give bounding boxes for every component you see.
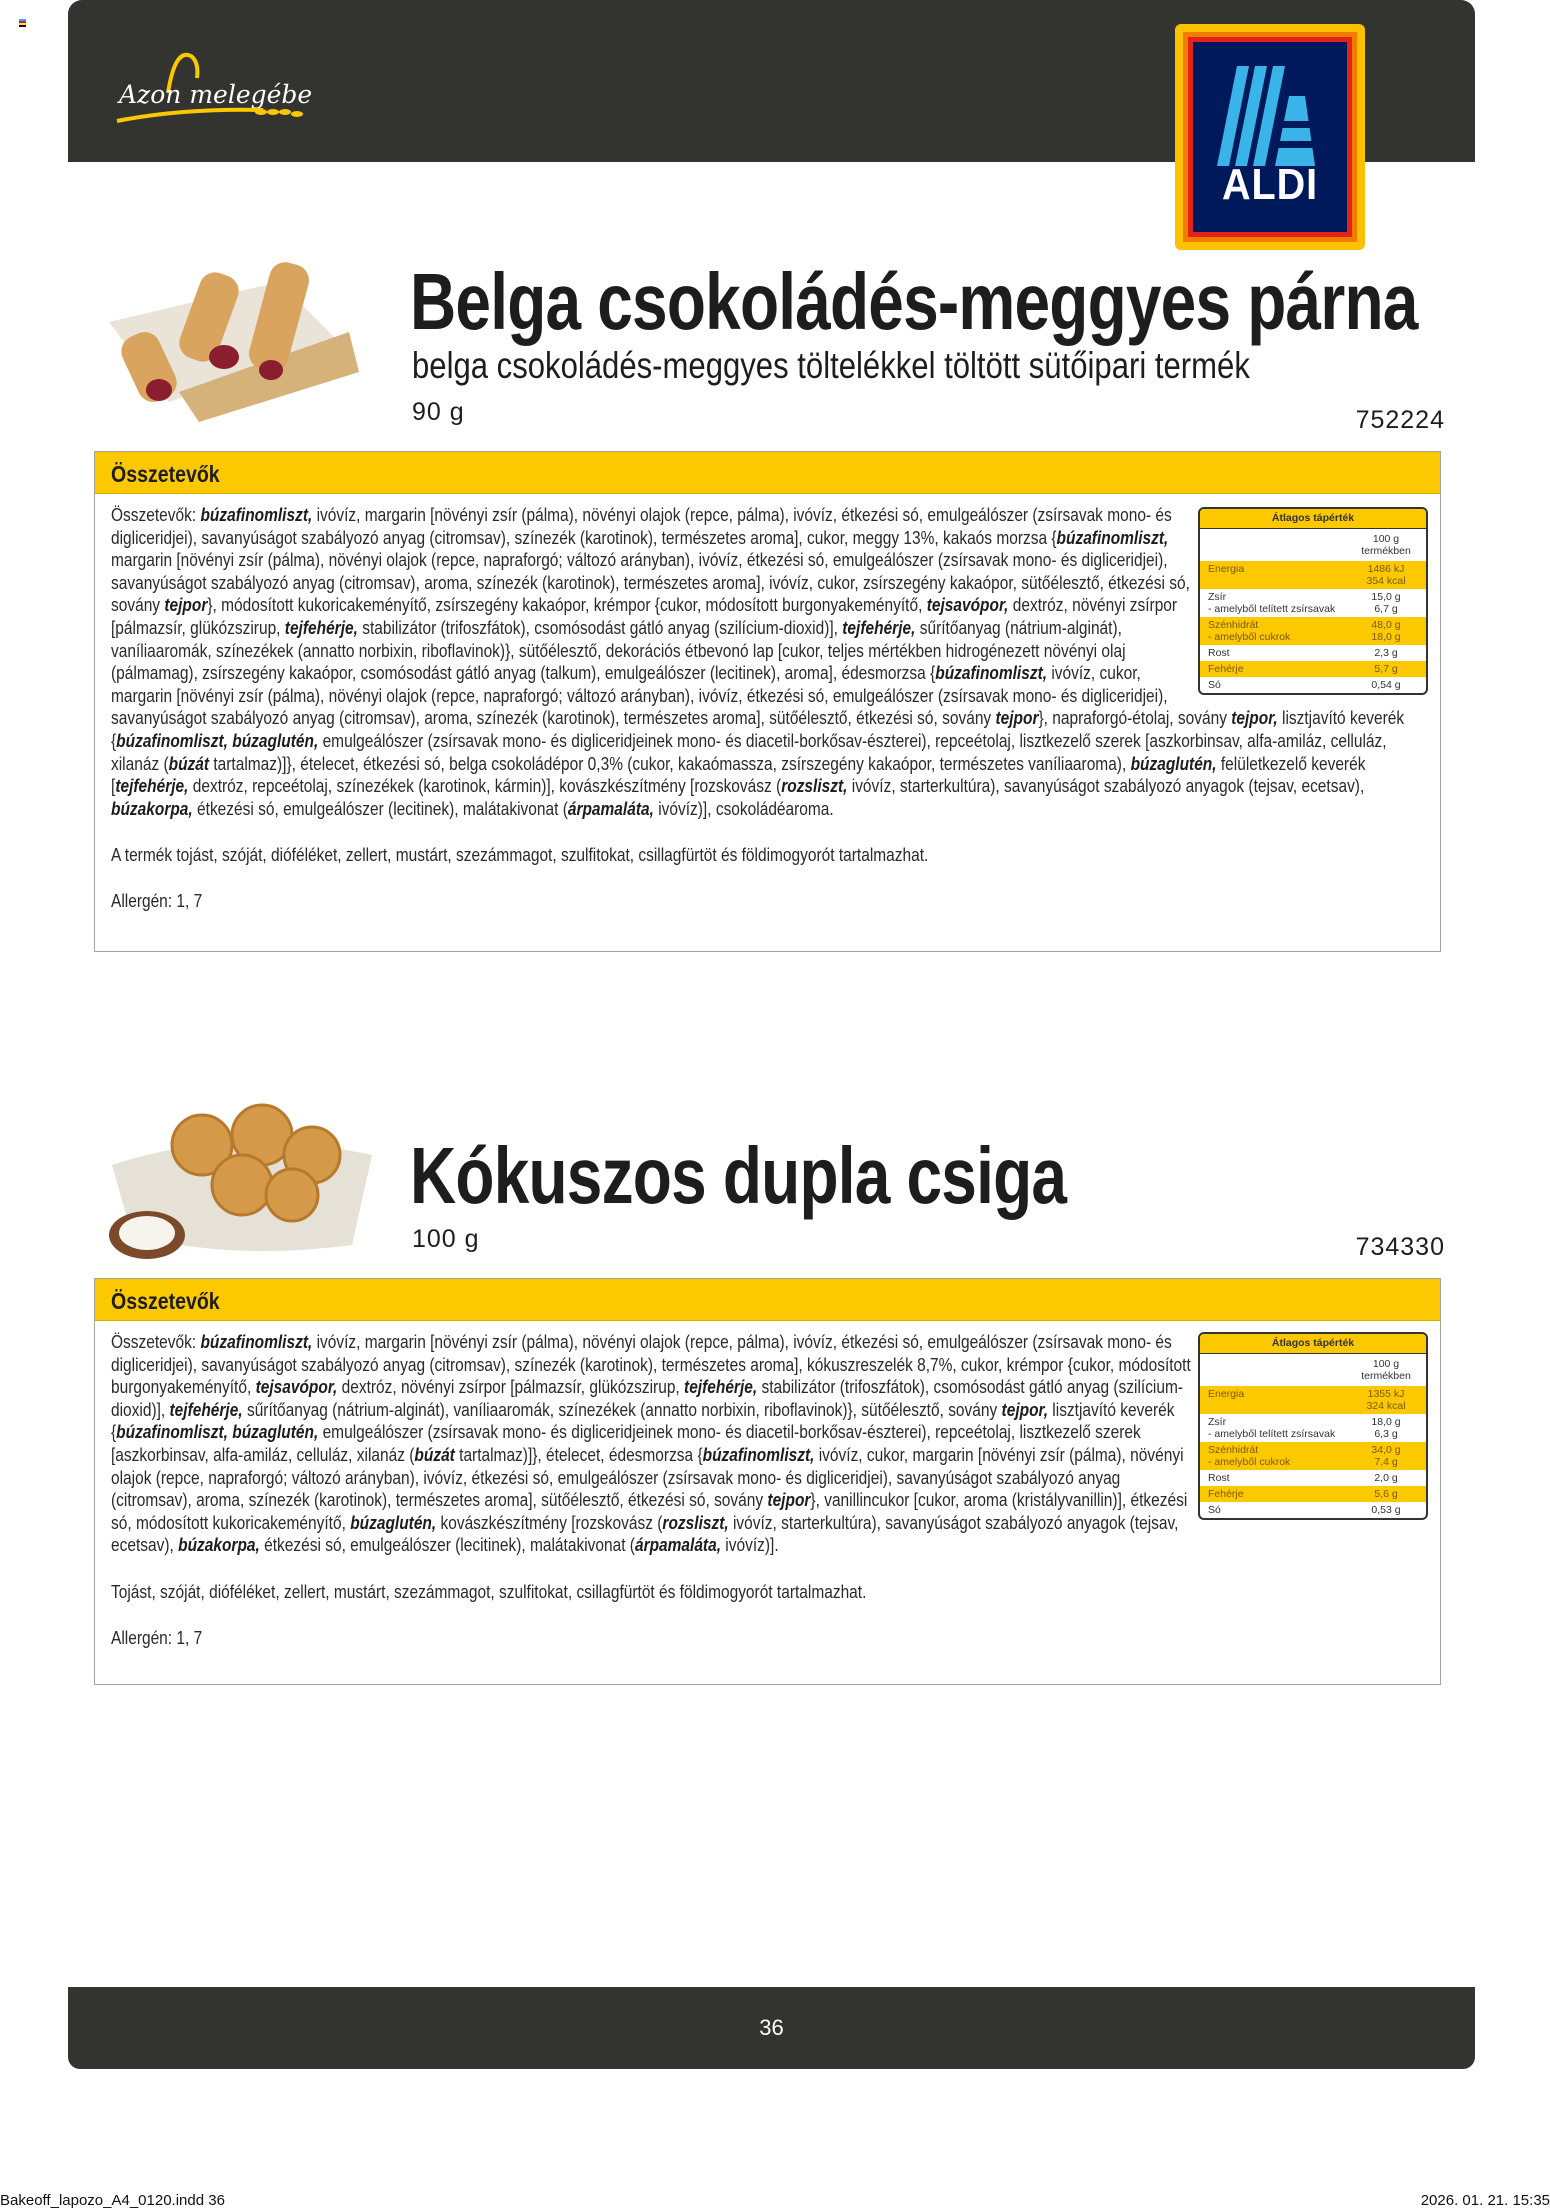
nutrition-label: - amelyből telített zsírsavak	[1208, 1428, 1336, 1440]
product-code: 734330	[1355, 1233, 1445, 1261]
product-image-belga-parna	[99, 262, 389, 424]
ingredient-text: ivóvíz, cukor, margarin [növényi zsír (pálma), növényi olajok (repce, napraforgó; változó arányban), ivóvíz, étkezési só, emulgeálószer (zsírsavak mono- és digliceridjei), savanyúságot szabályozó anyag (citromsav), aroma, színezék (karotinok), természetes aroma], sütőélesztő, étkezési só, sovány	[111, 1444, 1184, 1511]
nutrition-values	[1354, 679, 1418, 691]
nutrition-label: Szénhidrát	[1208, 1444, 1259, 1456]
ingredients-header-label: Összetevők	[111, 1288, 220, 1314]
nutrition-labels	[1208, 619, 1290, 643]
nutrition-label: Fehérje	[1208, 663, 1244, 675]
nutrition-labels	[1208, 663, 1244, 675]
allergen-highlight: rozsliszt,	[781, 776, 848, 797]
nutrition-value: 2,0 g	[1374, 1472, 1398, 1484]
allergen-highlight: búzafinomliszt,	[200, 505, 313, 525]
nutrition-label: - amelyből telített zsírsavak	[1208, 603, 1336, 615]
nutrition-label: Fehérje	[1208, 1488, 1244, 1500]
nutrition-label: Zsír	[1208, 1416, 1227, 1428]
nutrition-per-row	[1200, 529, 1426, 561]
ingredient-text: stabilizátor (trifoszfátok), csomósodást gátló anyag (szilícium-dioxid)],	[357, 617, 843, 638]
may-contain-note: A termék tojást, szóját, dióféléket, zellert, mustárt, szezámmagot, szulfitokat, csillagfürtöt és földimogyorót tartalmazhat.	[111, 845, 929, 866]
nutrition-label: Só	[1208, 679, 1221, 691]
nutrition-row	[1200, 661, 1426, 677]
nutrition-per	[1354, 533, 1418, 557]
nutrition-values	[1354, 1416, 1418, 1440]
nutrition-row	[1200, 617, 1426, 645]
azon-melegeben-logo	[113, 48, 313, 128]
product-code: 752224	[1355, 406, 1445, 434]
ingredient-text: margarin [növényi zsír (pálma), növényi olajok (repce, napraforgó; változó arányban), ivóvíz, étkezési só, emulgeálószer (zsírsavak mono- és digliceridjei), savanyúságot szabályozó anyag (citromsav), aroma, színezék (karotinok), természetes aroma], ivóvíz, cukor, zsírszegény kakaópor, sütőélesztő, étkezési só, sovány	[111, 550, 1190, 616]
ingredient-text: étkezési só, emulgeálószer (lecitinek), malátakivonat (	[192, 798, 568, 819]
nutrition-value: 5,7 g	[1374, 663, 1398, 675]
product-weight: 90 g	[412, 398, 465, 426]
nutrition-labels	[1208, 563, 1244, 587]
ingredients-header	[95, 1279, 1440, 1321]
allergen-highlight: tejpor,	[1231, 708, 1278, 729]
allergen-highlight: rozsliszt,	[662, 1512, 729, 1533]
allergen-highlight: tejfehérje,	[115, 776, 189, 797]
ingredient-text: ivóvíz)].	[721, 1535, 779, 1556]
ingredient-text: emulgeálószer (zsírsavak mono- és digliceridjeinek mono- és diacetil-borkősav-észterei), repceétolaj, lisztkezelő szerek [aszkorbinsav, alfa-amiláz, celluláz, xilanáz (	[111, 1422, 1141, 1465]
nutrition-value: 34,0 g	[1371, 1444, 1401, 1456]
nutrition-label: - amelyből cukrok	[1208, 1456, 1291, 1468]
product-weight: 100 g	[412, 1225, 480, 1253]
allergen-highlight: tejfehérje,	[284, 617, 358, 638]
ingredient-text: dextróz, növényi zsírpor [pálmazsír, glükózszirup,	[337, 1377, 685, 1398]
allergen-highlight: búzakorpa,	[178, 1535, 260, 1556]
nutrition-values	[1354, 1388, 1418, 1412]
nutrition-label: Rost	[1208, 647, 1230, 659]
nutrition-per-text: 100 g	[1372, 533, 1400, 545]
ingredient-text: lisztjavító keverék {	[111, 1399, 1175, 1443]
allergen-highlight: búzafinomliszt, búzaglutén,	[116, 1422, 319, 1443]
allergen-highlight: búzafinomliszt,	[1056, 527, 1169, 548]
ingredient-text: }, napraforgó-étolaj, sovány	[1038, 708, 1232, 729]
ingredient-text: tartalmaz)]}, ételecet, étkezési só, belga csokoládépor 0,3% (cukor, kakaómassza, zsírszegény kakaópor, természetes vaníliaaroma),	[209, 753, 1131, 774]
nutrition-value: 18,0 g	[1371, 631, 1401, 643]
nutrition-value: 48,0 g	[1371, 619, 1401, 631]
nutrition-label: Szénhidrát	[1208, 619, 1259, 631]
nutrition-labels	[1208, 1388, 1244, 1412]
ingredients-header-label: Összetevők	[111, 461, 220, 487]
allergen-highlight: tejfehérje,	[169, 1399, 243, 1420]
nutrition-value: 354 kcal	[1366, 575, 1406, 587]
nutrition-value: 6,3 g	[1374, 1428, 1398, 1440]
product-image-kokuszos-csiga	[92, 1085, 388, 1261]
nutrition-row	[1200, 1470, 1426, 1486]
ingredient-text: ivóvíz, cukor, margarin [növényi zsír (pálma), növényi olajok (repce, napraforgó; változó arányban), ivóvíz, étkezési só, emulgeálószer (zsírsavak mono- és digliceridjei), savanyúságot szabályozó anyag (citromsav), aroma, színezék (karotinok), természetes aroma], sütőélesztő, étkezési só, sovány	[111, 663, 1168, 729]
nutrition-value: 0,53 g	[1371, 1504, 1401, 1516]
ingredient-text: tartalmaz)]}, ételecet, édesmorzsa {	[454, 1444, 703, 1465]
nutrition-values	[1354, 663, 1418, 675]
allergen-highlight: tejsavópor,	[255, 1377, 338, 1398]
ingredient-text: sűrítőanyag (nátrium-alginát), vaníliaaromák, színezékek (annatto norbixin, riboflavinok)}, sütőélesztő, sovány	[242, 1399, 1002, 1420]
nutrition-labels	[1208, 1488, 1244, 1500]
allergen-highlight: búzafinomliszt, búzaglutén,	[116, 730, 319, 751]
product-subtitle: belga csokoládés-meggyes töltelékkel töltött sütőipari termék	[412, 345, 1250, 386]
nutrition-title: Átlagos tápérték	[1200, 509, 1426, 529]
ingredient-text: ivóvíz, margarin [növényi zsír (pálma), növényi olajok (repce, pálma), ivóvíz, étkezési só, emulgeálószer (zsírsavak mono- és digliceridjei), savanyúságot szabályozó anyag (citromsav), színezék (karotinok), természetes aroma], kókuszreszelék 8,7%, cukor, krémpor {cukor, módosított burgonyakeményítő,	[111, 1332, 1191, 1398]
nutrition-label: Só	[1208, 1504, 1221, 1516]
nutrition-value: 324 kcal	[1366, 1400, 1406, 1412]
product-title: Belga csokoládés-meggyes párna	[410, 257, 1418, 346]
azon-melegeben-logo-text: Azon melegében	[119, 80, 313, 109]
ingredient-text: étkezési só, emulgeálószer (lecitinek), malátakivonat (	[259, 1535, 635, 1556]
print-slug-file: Bakeoff_lapozo_A4_0120.indd 36	[0, 2192, 225, 2209]
nutrition-per-text: termékben	[1361, 545, 1411, 557]
ingredients-header	[95, 452, 1440, 494]
ingredient-text: sűrítőanyag (nátrium-alginát), vaníliaaromák, színezékek (annatto norbixin, riboflavinok)}, sütőélesztő, dekorációs étbevonó lap [cukor, teljes mértékben hidrogénezett növényi olaj (pálmamag), zsírszegény kakaópor, csomósodást gátló anyag (talkum), emulgeálószer (lecitinek), aroma], édesmorzsa {	[111, 617, 1126, 684]
print-color-marks	[19, 19, 26, 28]
allergen-highlight: búzát	[414, 1444, 455, 1465]
nutrition-value: 1486 kJ	[1367, 563, 1405, 575]
allergen-highlight: tejpor	[995, 708, 1039, 729]
page-number: 36	[759, 2015, 784, 2040]
page-footer	[68, 1987, 1475, 2069]
allergen-highlight: búzát	[168, 753, 210, 774]
nutrition-labels	[1208, 647, 1230, 659]
ingredient-text: dextróz, növényi zsírpor [pálmazsír, glükózszirup,	[111, 595, 1178, 638]
nutrition-title: Átlagos tápérték	[1200, 1334, 1426, 1354]
nutrition-values	[1354, 1504, 1418, 1516]
nutrition-row	[1200, 589, 1426, 617]
allergen-highlight: tejpor,	[1001, 1399, 1049, 1420]
allergen-highlight: tejpor	[164, 595, 208, 616]
nutrition-values	[1354, 619, 1418, 643]
nutrition-values	[1354, 1472, 1418, 1484]
nutrition-value: 7,4 g	[1374, 1456, 1398, 1468]
allergen-highlight: tejsavópor,	[926, 595, 1009, 616]
allergen-highlight: tejfehérje,	[684, 1377, 758, 1398]
nutrition-labels	[1208, 1416, 1335, 1440]
nutrition-label: Zsír	[1208, 591, 1227, 603]
ingredient-text: kovászkészítmény [rozskovász (	[436, 1512, 663, 1533]
ingredient-text: stabilizátor (trifoszfátok), csomósodást gátló anyag (szilícium-dioxid)],	[111, 1377, 1184, 1420]
nutrition-per-row	[1200, 1354, 1426, 1386]
aldi-logo	[1175, 24, 1365, 250]
ingredient-text: Összetevők:	[111, 1332, 201, 1352]
nutrition-table	[1198, 1332, 1428, 1520]
nutrition-values	[1354, 563, 1418, 587]
nutrition-value: 18,0 g	[1371, 1416, 1401, 1428]
nutrition-label: - amelyből cukrok	[1208, 631, 1291, 643]
nutrition-row	[1200, 1386, 1426, 1414]
nutrition-value: 6,7 g	[1374, 603, 1398, 615]
nutrition-per-text: 100 g	[1372, 1358, 1400, 1370]
nutrition-row	[1200, 1486, 1426, 1502]
nutrition-per-text: termékben	[1361, 1370, 1411, 1382]
allergen-highlight: búzaglutén,	[350, 1512, 437, 1533]
nutrition-value: 5,6 g	[1374, 1488, 1398, 1500]
nutrition-values	[1354, 591, 1418, 615]
product-title: Kókuszos dupla csiga	[410, 1131, 1067, 1220]
nutrition-label: Rost	[1208, 1472, 1230, 1484]
ingredient-text: ivóvíz, margarin [növényi zsír (pálma), növényi olajok (repce, pálma), ivóvíz, étkezési só, emulgeálószer (zsírsavak mono- és digliceridjei), savanyúságot szabályozó anyag (citromsav), színezék (karotinok), természetes aroma], cukor, meggy 13%, kakaós morzsa {	[111, 505, 1172, 548]
ingredient-text: emulgeálószer (zsírsavak mono- és digliceridjeinek mono- és diacetil-borkősav-észterei), repceétolaj, lisztkezelő szerek [aszkorbinsav, alfa-amiláz, celluláz, xilanáz (	[111, 730, 1387, 774]
nutrition-value: 15,0 g	[1371, 591, 1401, 603]
ingredient-text: Összetevők:	[111, 505, 201, 525]
may-contain-note: Tojást, szóját, dióféléket, zellert, mustárt, szezámmagot, szulfitokat, csillagfürtöt és földimogyorót tartalmazhat.	[111, 1581, 867, 1602]
nutrition-value: 1355 kJ	[1367, 1388, 1405, 1400]
nutrition-values	[1354, 1444, 1418, 1468]
allergen-highlight: árpamaláta,	[567, 798, 654, 819]
ingredient-text: dextróz, repceétolaj, színezékek (karotinok, kármin)], kovászkészítmény [rozskovász (	[188, 776, 782, 797]
nutrition-value: 2,3 g	[1374, 647, 1398, 659]
allergen-highlight: tejpor	[767, 1490, 811, 1511]
nutrition-label: Energia	[1208, 1388, 1245, 1400]
ingredient-text: }, vanillincukor [cukor, aroma (kristályvanillin)], étkezési só, módosított kukoricakeményítő,	[111, 1490, 1188, 1533]
ingredient-text: felületkezelő keverék [	[111, 753, 1366, 797]
nutrition-table	[1198, 507, 1428, 695]
allergen-highlight: búzafinomliszt,	[200, 1332, 313, 1352]
nutrition-labels	[1208, 591, 1335, 615]
nutrition-row	[1200, 1414, 1426, 1442]
nutrition-row	[1200, 1502, 1426, 1518]
aldi-logo-text: ALDI	[1222, 160, 1318, 209]
ingredient-text: ivóvíz, starterkultúra), savanyúságot szabályozó anyagok (tejsav, ecetsav),	[111, 1512, 1179, 1556]
nutrition-per	[1354, 1358, 1418, 1382]
nutrition-label: Energia	[1208, 563, 1245, 575]
nutrition-labels	[1208, 1444, 1290, 1468]
nutrition-labels	[1208, 679, 1221, 691]
allergen-note: Allergén: 1, 7	[111, 891, 203, 912]
allergen-highlight: búzafinomliszt,	[702, 1444, 815, 1465]
nutrition-row	[1200, 1442, 1426, 1470]
allergen-highlight: búzaglutén,	[1130, 753, 1217, 774]
print-slug-date: 2026. 01. 21. 15:35	[1420, 2192, 1550, 2209]
ingredient-text: }, módosított kukoricakeményítő, zsírszegény kakaópor, krémpor {cukor, módosított burgonyakeményítő,	[207, 595, 927, 616]
ingredient-text: ivóvíz)], csokoládéaroma.	[653, 798, 834, 819]
nutrition-row	[1200, 645, 1426, 661]
allergen-note: Allergén: 1, 7	[111, 1627, 203, 1648]
nutrition-values	[1354, 1488, 1418, 1500]
allergen-highlight: tejfehérje,	[842, 617, 916, 638]
allergen-highlight: árpamaláta,	[634, 1535, 722, 1556]
nutrition-value: 0,54 g	[1371, 679, 1401, 691]
nutrition-labels	[1208, 1472, 1230, 1484]
nutrition-row	[1200, 677, 1426, 693]
allergen-highlight: búzakorpa,	[111, 798, 193, 819]
nutrition-values	[1354, 647, 1418, 659]
allergen-highlight: búzafinomliszt,	[935, 663, 1048, 684]
ingredient-text: lisztjavító keverék {	[111, 708, 1405, 751]
ingredient-text: ivóvíz, starterkultúra), savanyúságot szabályozó anyagok (tejsav, ecetsav),	[847, 776, 1365, 797]
nutrition-row	[1200, 561, 1426, 589]
nutrition-labels	[1208, 1504, 1221, 1516]
